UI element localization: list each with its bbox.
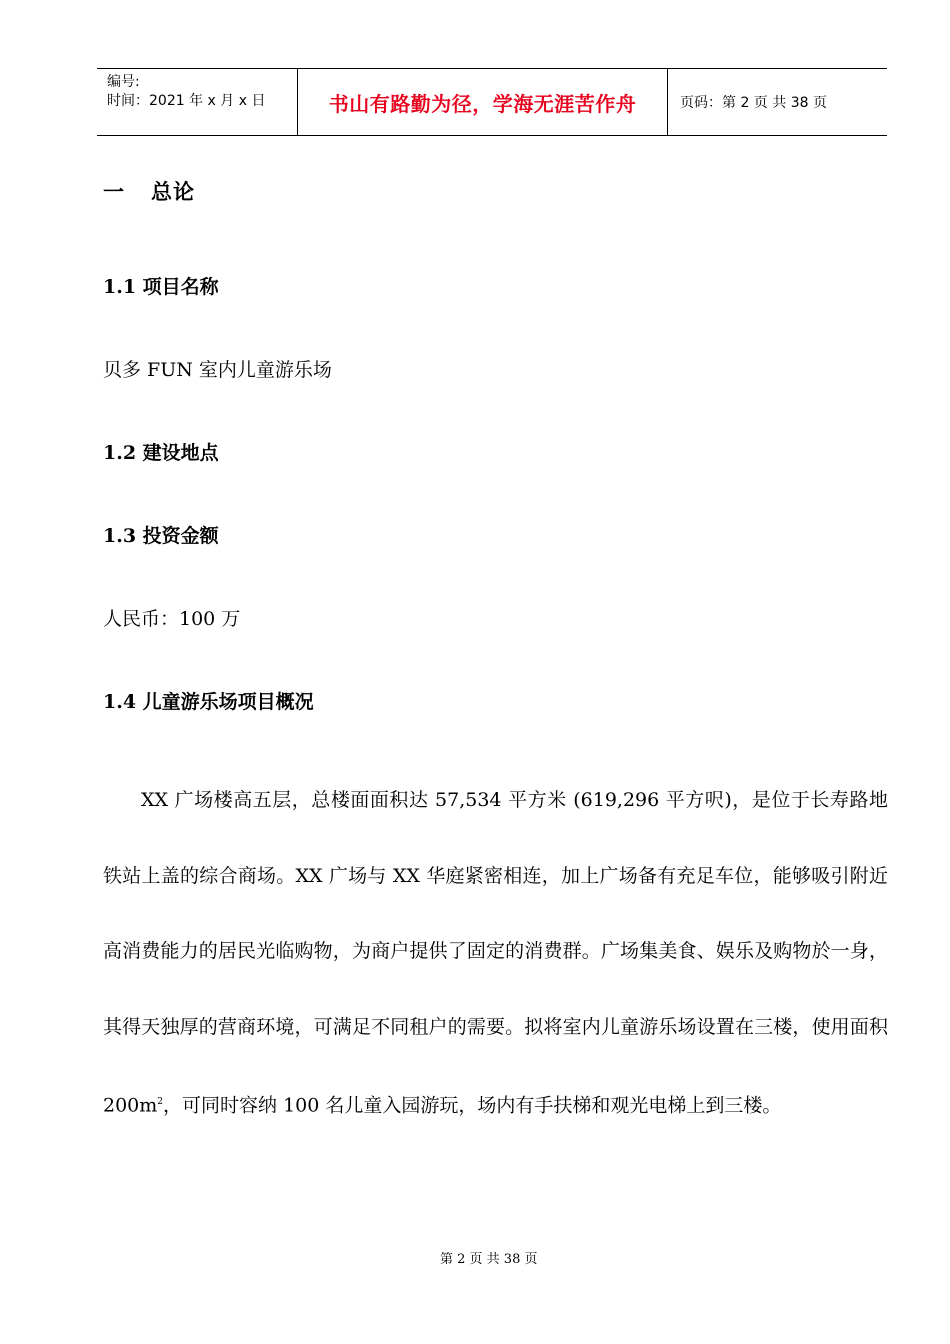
overview-text-b: ，可同时容纳 100 名儿童入园游玩，场内有手扶梯和观光电梯上到三楼。	[163, 1094, 782, 1117]
heading-1-1: 1.1 项目名称	[103, 276, 219, 298]
investment-text: 人民币：100 万	[103, 608, 241, 630]
section-number: 一	[103, 179, 125, 204]
page-footer: 第 2 页 共 38 页	[440, 1252, 538, 1267]
section-title: 总论	[151, 179, 195, 204]
header-motto-cell	[298, 69, 668, 135]
code-label: 编号:	[107, 74, 140, 90]
project-name-text: 贝多 FUN 室内儿童游乐场	[103, 359, 332, 381]
motto-text: 书山有路勤为径，学海无涯苦作舟	[328, 91, 637, 116]
heading-1-3: 1.3 投资金额	[103, 525, 219, 547]
overview-paragraph	[103, 763, 888, 1144]
page-header	[97, 68, 887, 136]
overview-text-a: XX 广场楼高五层，总楼面面积达 57,534 平方米 (619,296 平方呎)，是位于长寿路地铁站上盖的综合商场。XX 广场与 XX 华庭紧密相连，加上广场备有充足车位，能够吸引附近高消费能力的居民光临购物，为商户提供了固定的消费群。广场集美食、娱乐及购物於一身，其得天独厚的营商环境，可满足不同租户的需要。拟将室内儿童游乐场设置在三楼，使用面积 200m	[103, 789, 888, 1117]
time-label: 时间：2021 年 x 月 x 日	[107, 93, 266, 109]
page-info-text: 页码：第 2 页 共 38 页	[680, 95, 827, 111]
header-meta	[97, 69, 298, 135]
section-heading	[103, 176, 195, 206]
heading-1-4: 1.4 儿童游乐场项目概况	[103, 691, 314, 713]
area-unit-superscript: 2	[157, 1097, 164, 1107]
heading-1-2: 1.2 建设地点	[103, 442, 219, 464]
header-page-info	[668, 69, 887, 135]
